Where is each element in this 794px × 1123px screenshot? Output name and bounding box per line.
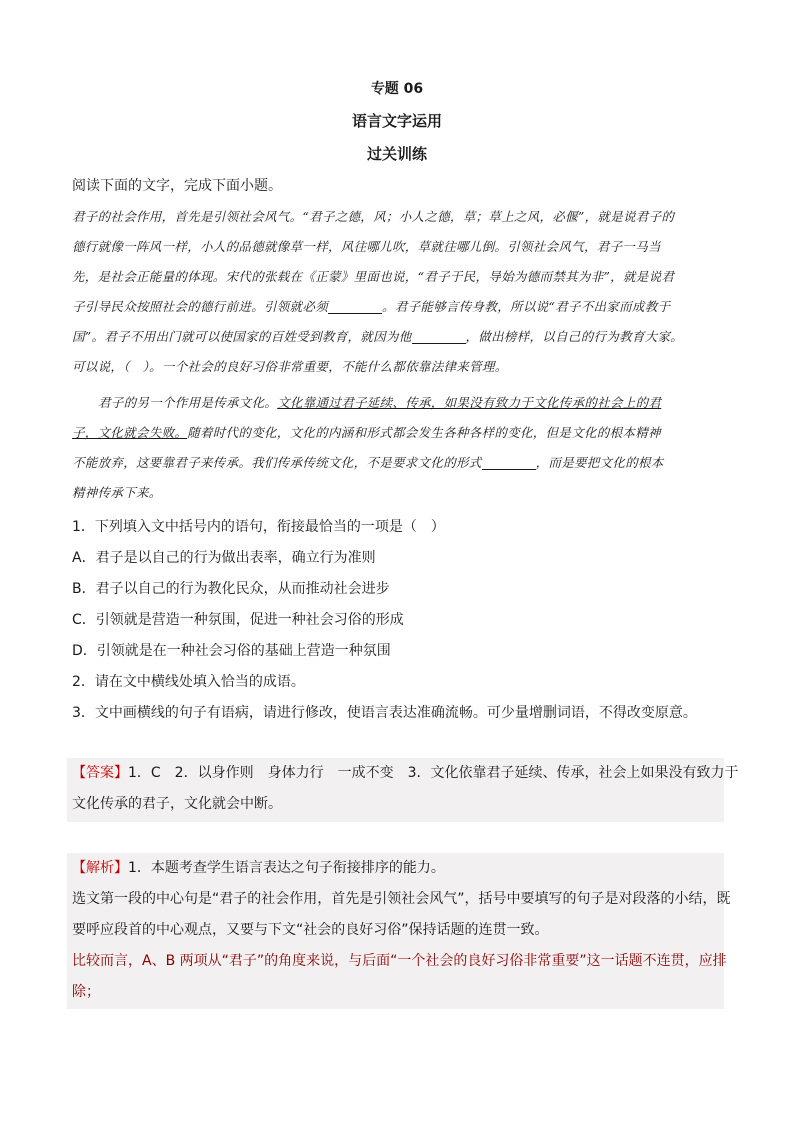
option-b: B．君子以自己的行为教化民众，从而推动社会进步 bbox=[72, 581, 390, 597]
option-a: A．君子是以自己的行为做出表率，确立行为准则 bbox=[72, 550, 376, 566]
answer-line: 文化传承的君子，文化就会中断。 bbox=[72, 796, 282, 812]
passage-line bbox=[72, 292, 724, 322]
question-1: 1．下列填入文中括号内的语句，衔接最恰当的一项是（ ） bbox=[72, 519, 445, 535]
passage-text: 随着时代的变化，文化的内涵和形式都会发生各种各样的变化，但是文化的根本精神 bbox=[187, 425, 661, 440]
analysis-line: 除； bbox=[72, 984, 100, 1000]
analysis-line: 选文第一段的中心句是“君子的社会作用，首先是引领社会风气”，括号中要填写的句子是对段落的小结，既 bbox=[72, 891, 731, 907]
questions bbox=[72, 512, 732, 729]
analysis-line: 要呼应段首的中心观点，又要与下文“社会的良好习俗”保持话题的连贯一致。 bbox=[72, 922, 549, 938]
passage-paragraph-1 bbox=[72, 202, 724, 382]
passage-text: ，而是要把文化的根本 bbox=[535, 455, 664, 470]
passage-line bbox=[72, 388, 724, 418]
underlined-sentence: 子，文化就会失败。 bbox=[72, 425, 188, 440]
answer-box bbox=[67, 758, 739, 822]
fill-blank-1 bbox=[328, 299, 382, 314]
passage-line: 精神传承下来。 bbox=[72, 485, 162, 500]
page-title: 语言文字运用 bbox=[351, 112, 442, 130]
passage-text: ，做出榜样，以自己的行为教育大家。 bbox=[465, 329, 684, 344]
option-c: C．引领就是营造一种氛围，促进一种社会习俗的形成 bbox=[72, 612, 404, 628]
answer-tag: 【答案】 bbox=[72, 765, 128, 781]
analysis-tag: 【解析】 bbox=[72, 860, 128, 876]
analysis-line: 比较而言，A、B 两项从“君子”的角度来说，与后面“一个社会的良好习俗非常重要”这一话题不连贯，应排 bbox=[72, 953, 727, 969]
passage-line bbox=[72, 418, 724, 448]
passage-text: 不能放弃，这要靠君子来传承。我们传承传统文化，不是要求文化的形式 bbox=[72, 455, 482, 470]
question-2: 2．请在文中横线处填入恰当的成语。 bbox=[72, 674, 305, 690]
fill-blank-3 bbox=[482, 455, 536, 470]
passage-line: 德行就像一阵风一样，小人的品德就像草一样，风往哪儿吹，草就往哪儿倒。引领社会风气，君子一马当 bbox=[72, 239, 661, 254]
passage-text: 君子的另一个作用是传承文化。 bbox=[98, 395, 278, 410]
passage-line: 可以说，（ ）。一个社会的良好习俗非常重要，不能什么都依靠法律来管理。 bbox=[72, 359, 508, 374]
analysis-text: 1．本题考查学生语言表达之句子衔接排序的能力。 bbox=[128, 860, 445, 876]
analysis-box bbox=[67, 853, 731, 1009]
passage-text: 子引导民众按照社会的德行前进。引领就必须 bbox=[72, 299, 329, 314]
passage-text: 。君子能够言传身教，所以说“君子不出家而成教于 bbox=[382, 299, 671, 314]
passage-paragraph-2 bbox=[72, 388, 724, 508]
fill-blank-2 bbox=[412, 329, 466, 344]
answer-text: 1．C 2．以身作则 身体力行 一成不变 3．文化依靠君子延续、传承，社会上如果没有致力于 bbox=[128, 765, 739, 781]
passage-line bbox=[72, 322, 724, 352]
passage-line bbox=[72, 448, 724, 478]
page-subtitle: 过关训练 bbox=[366, 145, 427, 163]
instructions: 阅读下面的文字，完成下面小题。 bbox=[72, 178, 282, 194]
passage-text: 国”。君子不用出门就可以使国家的百姓受到教育，就因为他 bbox=[72, 329, 412, 344]
analysis-line bbox=[67, 853, 724, 884]
answer-line bbox=[67, 758, 739, 789]
question-3: 3．文中画横线的句子有语病，请进行修改，使语言表达准确流畅。可少量增删词语，不得改变原意。 bbox=[72, 705, 697, 721]
subject-heading: 专题 06 bbox=[370, 81, 424, 97]
passage-line: 君子的社会作用，首先是引领社会风气。“君子之德，风；小人之德，草；草上之风，必偃”，就是说君子的 bbox=[72, 209, 675, 224]
passage-line: 先，是社会正能量的体现。宋代的张载在《正蒙》里面也说，“君子于民，导始为德而禁其为非”，就是说君 bbox=[72, 269, 675, 284]
option-d: D．引领就是在一种社会习俗的基础上营造一种氛围 bbox=[72, 643, 391, 659]
underlined-sentence: 文化靠通过君子延续、传承，如果没有致力于文化传承的社会上的君 bbox=[277, 395, 662, 410]
